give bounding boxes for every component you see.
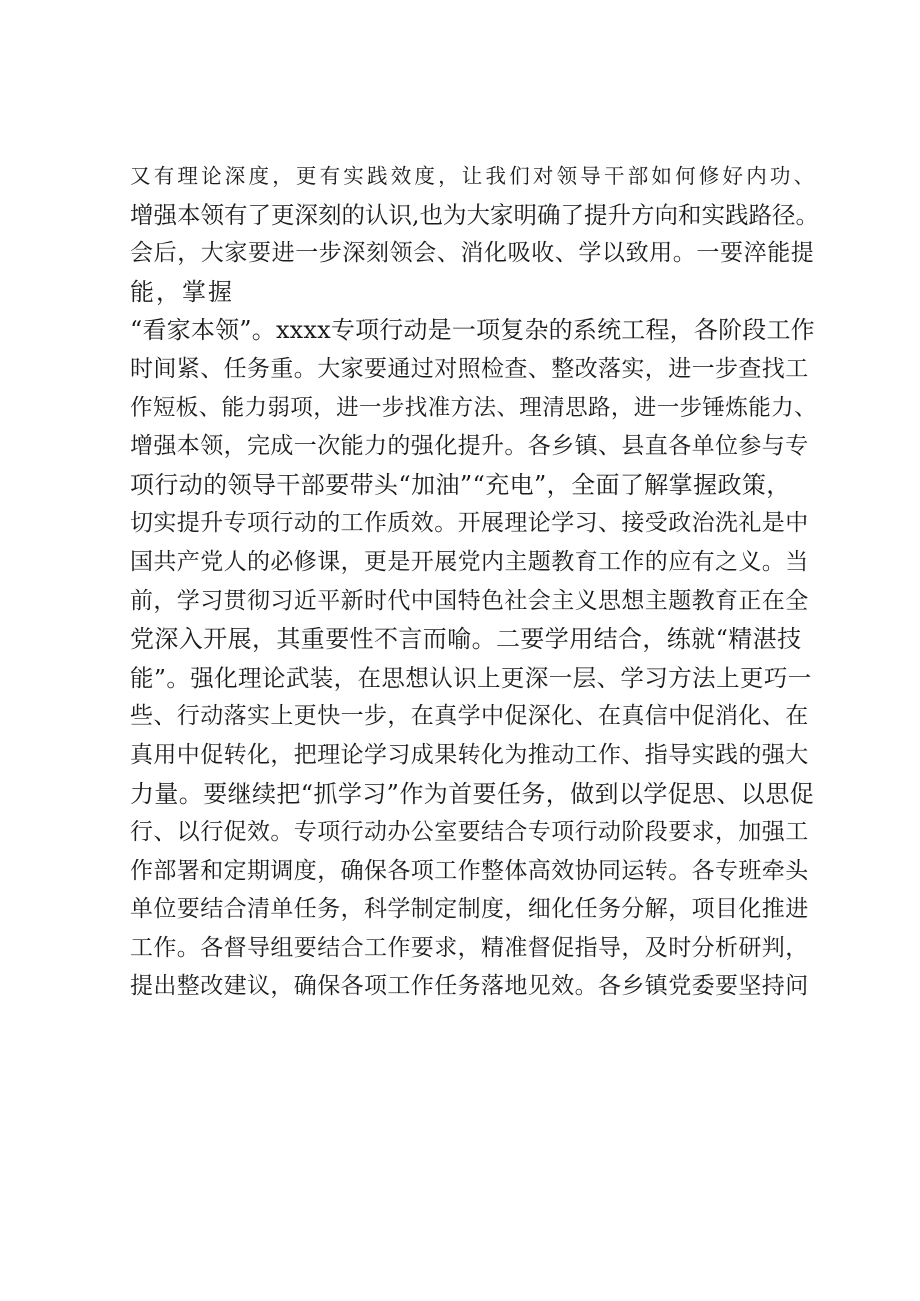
text-line-3: 会后，大家要进一步深刻领会、消化吸收、学以致用。一要淬能提 bbox=[130, 240, 815, 267]
text-line-19: 作部署和定期调度，确保各项工作整体高效协同运转。各专班牵头 bbox=[130, 857, 809, 884]
text-line-17: 力量。要继续把“抓学习”作为首要任务，做到以学促思、以思促 bbox=[130, 779, 815, 808]
text-line-7: 作短板、能力弱项，进一步找准方法、理清思路，进一步锤炼能力、 bbox=[130, 394, 818, 421]
text-line-14: 能”。强化理论武装，在思想认识上更深一层、学习方法上更巧一 bbox=[130, 663, 812, 692]
text-line-21: 工作。各督导组要结合工作要求，精准督促指导，及时分析研判， bbox=[130, 934, 809, 961]
text-line-22: 提出整改建议，确保各项工作任务落地见效。各乡镇党委要坚持问 bbox=[130, 973, 809, 1000]
text-line-10: 切实提升专项行动的工作质效。开展理论学习、接受政治洗礼是中 bbox=[130, 510, 809, 537]
text-line-9: 项行动的领导干部要带头“加油”“充电”，全面了解掌握政策， bbox=[130, 470, 791, 499]
text-line-12: 前，学习贯彻习近平新时代中国特色社会主义思想主题教育正在全 bbox=[130, 587, 809, 614]
text-line-5: “看家本领”。xxxx专项行动是一项复杂的系统工程，各阶段工作 bbox=[130, 316, 815, 345]
text-line-1: 又有理论深度，更有实践效度，让我们对领导干部如何修好内功、 bbox=[130, 164, 818, 188]
document-body bbox=[130, 157, 820, 1006]
text-line-2: 增强本领有了更深刻的认识,也为大家明确了提升方向和实践路径。 bbox=[130, 200, 819, 229]
text-line-20: 单位要结合清单任务，科学制定制度，细化任务分解，项目化推进 bbox=[130, 896, 809, 923]
text-line-8: 增强本领，完成一次能力的强化提升。各乡镇、县直各单位参与专 bbox=[130, 433, 809, 460]
text-line-6: 时间紧、任务重。大家要通过对照检查、整改落实，进一步查找工 bbox=[130, 355, 809, 382]
text-line-18: 行、以行促效。专项行动办公室要结合专项行动阶段要求，加强工 bbox=[130, 819, 809, 846]
text-line-11: 国共产党人的必修课，更是开展党内主题教育工作的应有之义。当 bbox=[130, 548, 809, 575]
text-line-15: 些、行动落实上更快一步，在真学中促深化、在真信中促消化、在 bbox=[130, 703, 809, 730]
text-line-16: 真用中促转化，把理论学习成果转化为推动工作、指导实践的强大 bbox=[130, 741, 809, 768]
text-line-13: 党深入开展，其重要性不言而喻。二要学用结合，练就“精湛技 bbox=[130, 625, 802, 654]
text-line-4: 能，掌握 bbox=[130, 277, 234, 306]
